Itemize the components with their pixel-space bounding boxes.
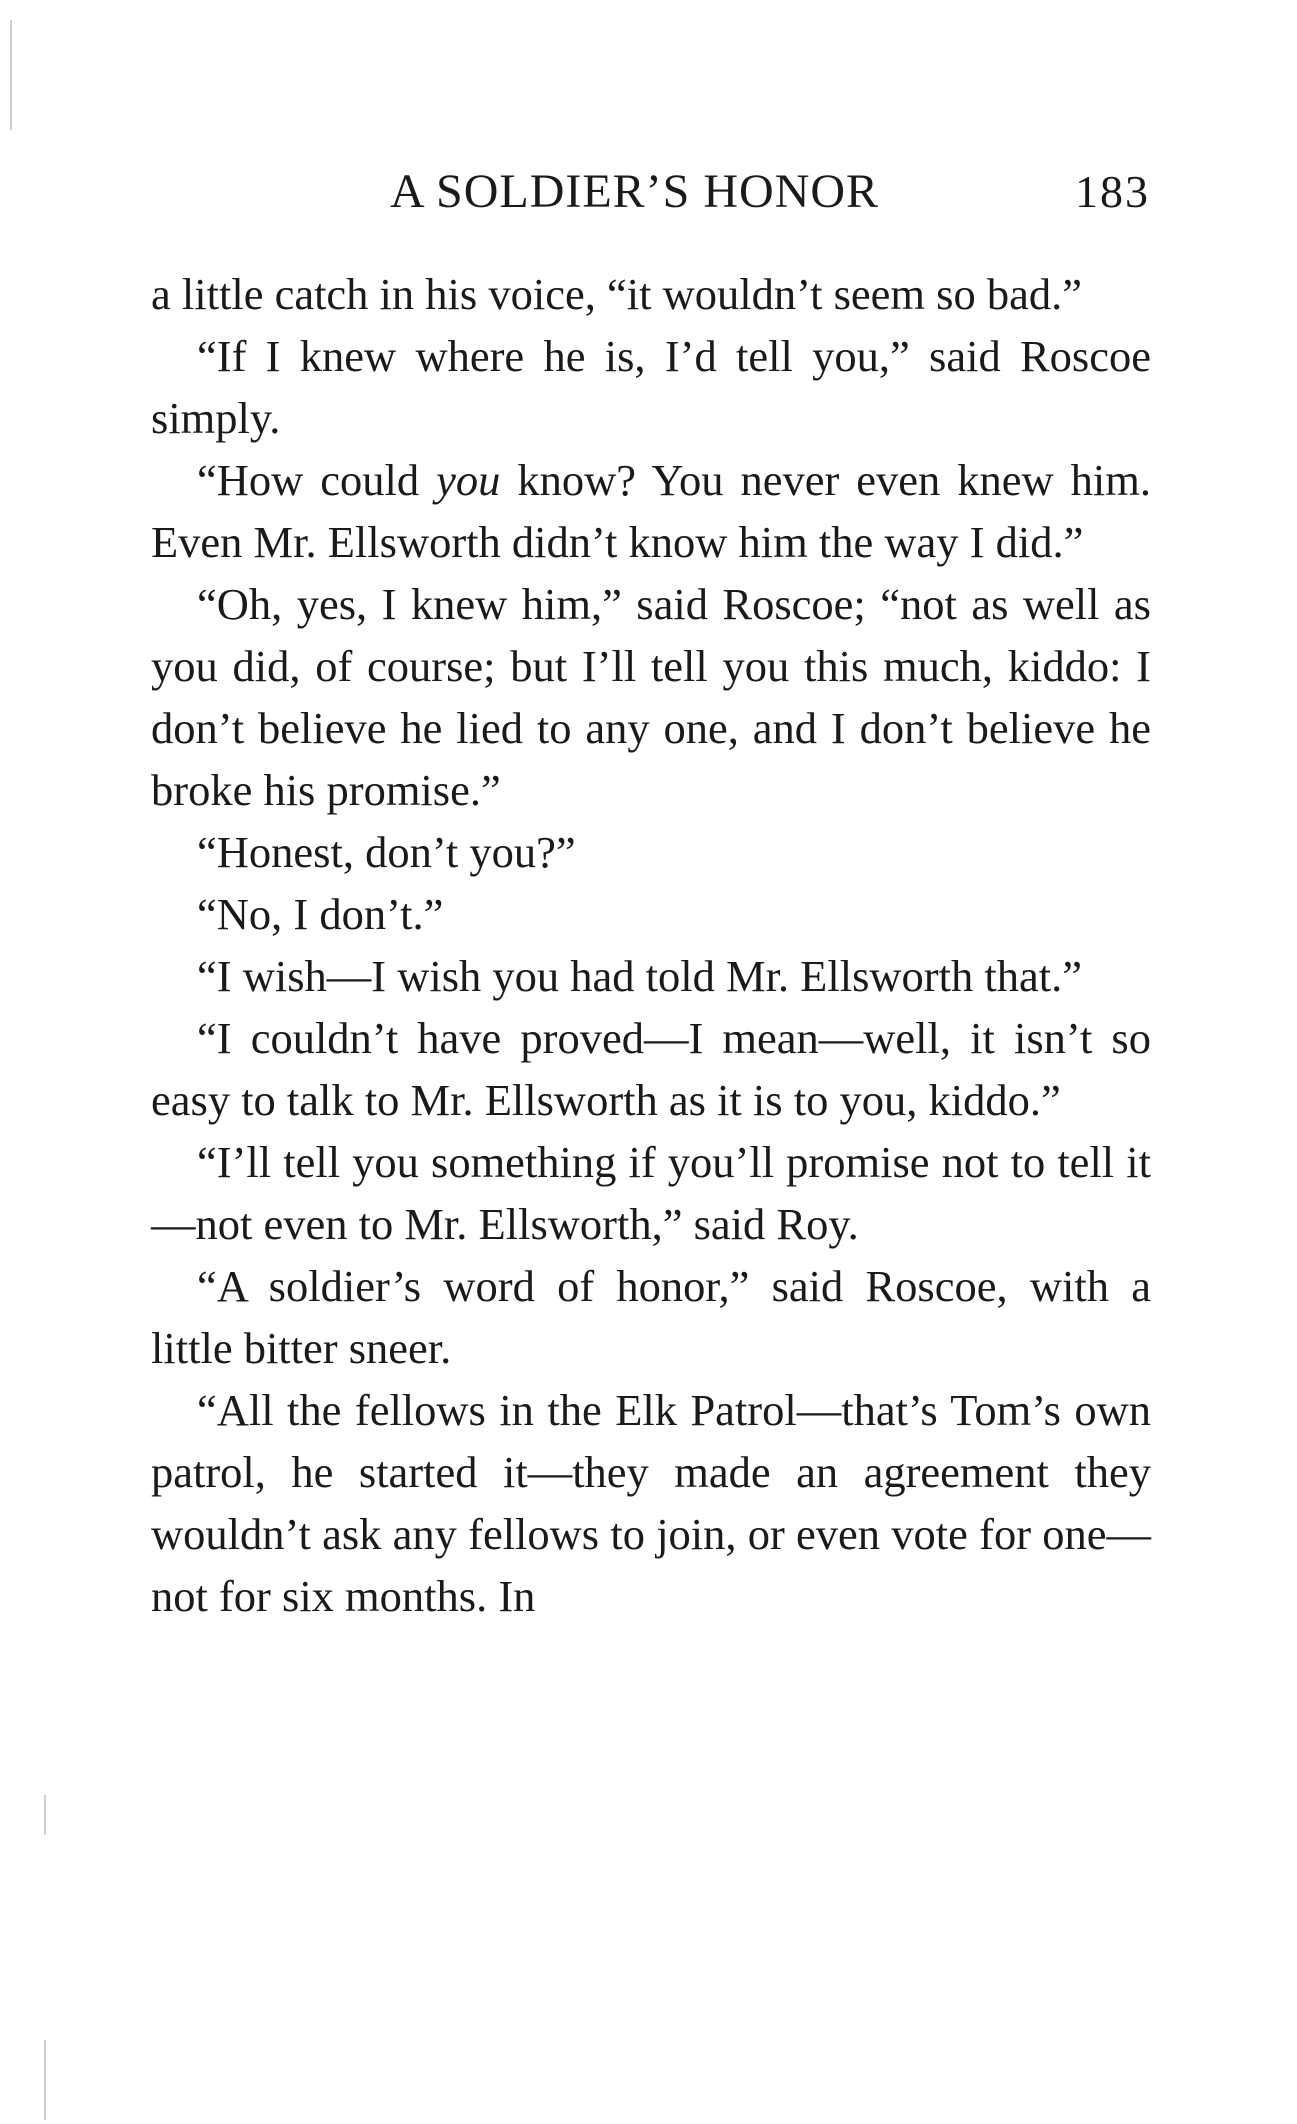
scan-speck: [44, 2040, 46, 2120]
running-head: [150, 162, 1150, 222]
paragraph: “No, I don’t.”: [197, 889, 444, 939]
body-text: [151, 263, 1151, 1627]
paragraph: “Honest, don’t you?”: [197, 827, 576, 877]
paragraph: “Oh, yes, I knew him,” said Roscoe; “not as well as you did, of course; but I’ll tell you this much, kiddo: I don’t believe he lied to any one, and I don’t believe he broke his promise.”: [151, 579, 1151, 815]
paragraph: “I’ll tell you something if you’ll promise not to tell it—not even to Mr. Ellsworth,” said Roy.: [151, 1137, 1151, 1249]
paragraph-text: know? You never even knew him. Even Mr. Ellsworth didn’t know him the way I did.”: [151, 455, 1152, 567]
emphasized-word: you: [436, 455, 501, 505]
paragraph: “A soldier’s word of honor,” said Roscoe, with a little bitter sneer.: [151, 1261, 1151, 1373]
paragraph: [151, 449, 1151, 573]
paragraph: “I wish—I wish you had told Mr. Ellsworth that.”: [197, 951, 1082, 1001]
running-title: A SOLDIER’S HONOR: [390, 165, 880, 218]
paragraph: “I couldn’t have proved—I mean—well, it isn’t so easy to talk to Mr. Ellsworth as it is to you, kiddo.”: [151, 1013, 1151, 1125]
paragraph: “If I knew where he is, I’d tell you,” said Roscoe simply.: [151, 331, 1151, 443]
paragraph-continuation: a little catch in his voice, “it wouldn’t seem so bad.”: [151, 269, 1082, 319]
paragraph-text: “How could: [197, 455, 437, 505]
scan-speck: [10, 20, 12, 130]
paragraph: “All the fellows in the Elk Patrol—that’s Tom’s own patrol, he started it—they made an agreement they wouldn’t ask any fellows to join, or even vote for one—not for six months. In: [151, 1385, 1151, 1621]
scan-speck: [44, 1795, 46, 1835]
page-number: 183: [1075, 166, 1150, 217]
